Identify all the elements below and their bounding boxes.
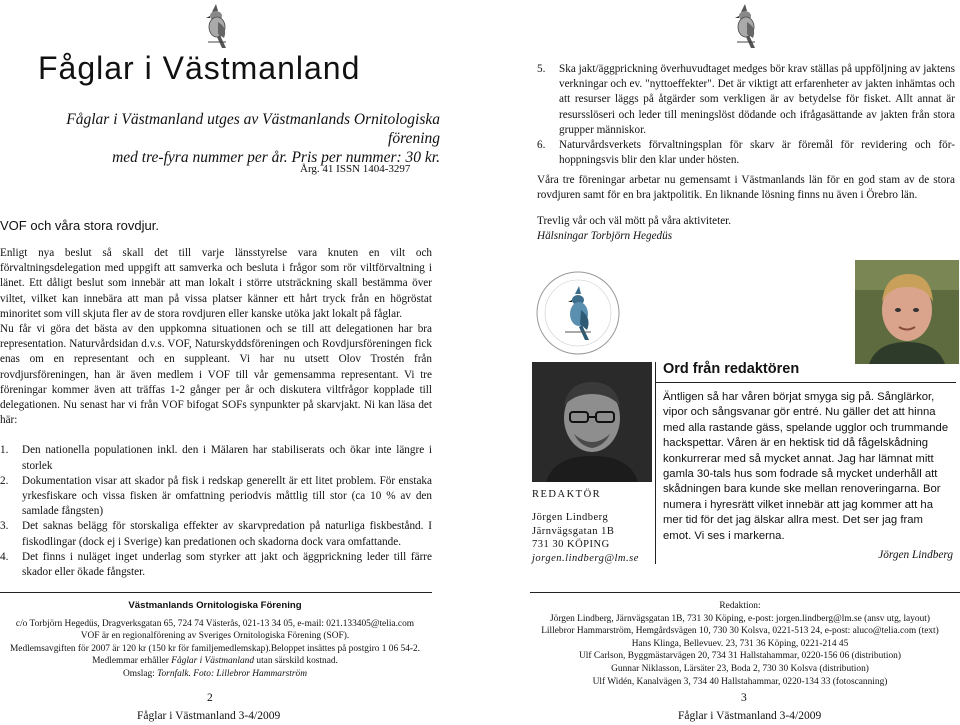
editor-name: Jörgen Lindberg <box>532 512 609 524</box>
article-paragraph: Nu får vi göra det bästa av den uppkomna situationen och se till att delegationen har bra representation. Naturvårdsidan d.v.s. VOF, Naturskyddsföreningen och Rovdjursföreningen fick enas om en representant och en suppleant. Vi har nu utsett Olov Trostén från rovdjursföreningen, han är även medlem i VOF till vår gemensamma representant. Vi tre föreningar kommer även att träffas 1-2 gånger per år och diskutera viltfrågor kopplade till delegationen. Nu senast har vi från VOF bifogat SOFs synpunkter på skarvjakt. Ni kan läsa det här: <box>0 323 432 427</box>
magazine-subtitle <box>40 110 440 167</box>
editor-city: 731 30 KÖPING <box>532 539 610 551</box>
staff-title: Redaktion: <box>719 601 761 611</box>
closing-signature: Hälsningar Torbjörn Hegedüs <box>537 230 673 243</box>
article-intro: Enligt nya beslut så skall det till varje länsstyrelse vara knuten en vilt och förvaltningsdelegation med uppgift att samverka och besluta i frågor som rör viltförvaltning i länet. Ett dåligt beslut som innebär att man lokalt i större utsträckning skall bestämma över viltet, vilket kan innebära att man på vissa platser känner ett hårt tryck från en högröstat minoritet som vill skjuta fler av de stora rovdjuren eller kanske utöka jakt lokalt på fåglar. <box>0 247 432 320</box>
closing-greeting: Trevlig vår och väl mött på våra aktiviteter. <box>537 215 732 227</box>
magazine-title: Fåglar i Västmanland <box>38 50 361 86</box>
footer-rule-right <box>530 592 960 593</box>
staff-line: Ulf Carlson, Byggmästarvägen 20, 734 31 Hallstahammar, 0220-156 06 (distribution) <box>579 651 901 662</box>
society-logo <box>535 270 621 356</box>
bird-illustration-left <box>198 2 234 50</box>
society-address: c/o Torbjörn Hegedüs, Dragverksgatan 65, 724 74 Västerås, 021-13 34 05, e-mail: 021.133405@telia.com <box>15 618 415 629</box>
staff-line: Hans Klinga, Bellevuev. 23, 731 36 Köping, 0221-214 45 <box>631 638 849 649</box>
editor-contact-box <box>532 488 652 565</box>
editor-photo <box>532 362 652 482</box>
list-item: 3. Det saknas belägg för storskaliga effekter av skarvpredation på naturliga fiskbestånd. I fiskodlingar (dock ej i Sverige) kan predationen och skadorna dock vara omfattande. <box>0 520 432 548</box>
list-item: 5. Ska jakt/äggprickning överhuvudtaget medges bör krav ställas på uppföljning av jaktens verkningar och ev. "nyttoeffekter". Det är viktigt att erfarenheter av jakten inhämtas och att resurser läggs på åtgärder som verkligen är av betydelse för fisket. Allt annat är resursslöseri och leder till meningslöst dödande och ifrågasättande av jakten från stora grupper människor. <box>537 63 955 136</box>
society-affiliation: VOF är en regionalförening av Sveriges Ornitologiska Förening (SOF). <box>80 631 350 642</box>
staff-line: Jörgen Lindberg, Järnvägsgatan 1B, 731 30 Köping, e-post: jorgen.lindberg@lm.se (ansv utg, layout) <box>549 613 931 624</box>
editorial-signature: Jörgen Lindberg <box>878 549 953 562</box>
membership-fee: Medlemsavgiften för 2007 är 120 kr (150 kr för familjemedlemskap).Beloppet insättes på postgiro 1 06 54-2. <box>9 643 421 654</box>
subtitle-line-2: med tre-fyra nummer per år. Pris per nummer: 30 kr. <box>112 149 440 166</box>
editorial-text: Äntligen så har våren börjat smyga sig på. Sånglärkor, vipor och sångsvanar gör entré. Nu gäller det att hinna med alla rastande gäss, spelande ugglor och trummande hackspettar. Våren är en hektisk tid då fågelskådning konkurrerar med så mycket annat. Jag har lämnat mitt gamla 30-tals hus som fodrade så mycket underhåll att skådningen bara kunde ske mellan renoveringarna. Bor numera i hyresrätt vilket innebär att jag kommer att ha mer tid för det jag älskar allra mest. Det ser jag fram emot. Vi ses i markerna. <box>663 391 949 542</box>
list-item: 4. Det finns i nuläget inget underlag som styrker att jakt och äggprickning leder till färre skador eller ökade fångster. <box>0 550 432 579</box>
editorial-staff <box>520 600 960 688</box>
staff-line: Ulf Widén, Kanalvägen 3, 734 40 Hallstahammar, 0220-134 33 (fotoscanning) <box>592 676 888 687</box>
staff-line: Lillebror Hammarström, Hemgårdsvägen 10, 730 30 Kolsva, 0221-513 24, e-post: aluco@telia.com (text) <box>541 626 939 637</box>
article-closing <box>537 214 955 244</box>
numbered-list-right <box>537 62 955 168</box>
column-divider <box>655 362 656 564</box>
society-name: Västmanlands Ornitologiska Förening <box>128 600 302 611</box>
article-body-left <box>0 246 432 580</box>
cover-credit: Omslag: Tornfalk. Foto: Lillebror Hammarström <box>123 668 307 679</box>
editor-label: REDAKTÖR <box>532 489 602 500</box>
list-item: 1. Den nationella populationen inkl. den i Mälaren har stabiliserats och ökar inte längre i storlek <box>0 444 432 472</box>
list-item: 6. Naturvårdsverkets förvaltningsplan för skarv är föremål för revidering och för-hoppningsvis blir den klar under hösten. <box>537 139 955 167</box>
numbered-list-left <box>0 443 432 580</box>
editorial-body <box>663 390 953 563</box>
society-info <box>0 600 430 681</box>
page-footer-left: Fåglar i Västmanland 3-4/2009 <box>137 710 281 722</box>
list-item: 2. Dokumentation visar att skador på fisk i redskap generellt är ett litet problem. För enstaka yrkesfiskare och vissa fisken är omfattning periodvis måttlig till stor (ca 10 % av den samlade fångsten) <box>0 474 432 518</box>
article-heading: VOF och våra stora rovdjur. <box>0 218 159 233</box>
issn-line: Årg. 41 ISSN 1404-3297 <box>300 163 411 175</box>
member-note: Medlemmar erhåller Fåglar i Västmanland utan särskild kostnad. <box>92 656 338 667</box>
subtitle-line-1: Fåglar i Västmanland utges av Västmanlands Ornitologiska förening <box>66 111 440 147</box>
bird-illustration-right <box>727 2 763 50</box>
editor-street: Järnvägsgatan 1B <box>532 525 615 537</box>
editorial-heading: Ord från redaktören <box>663 361 800 377</box>
editor-email: jorgen.lindberg@lm.se <box>532 552 639 564</box>
footer-rule-left <box>0 592 432 593</box>
article-paragraph-right: Våra tre föreningar arbetar nu gemensamt i Västmanlands län för en god stam av de stora rovdjuren samt för en bra jaktpolitik. En liknande lösning finns nu även i Örebro län. <box>537 174 955 202</box>
editorial-heading-rule <box>656 382 956 383</box>
page-number-right: 3 <box>741 692 747 704</box>
page-number-left: 2 <box>207 692 213 704</box>
chairman-photo <box>855 260 959 364</box>
staff-line: Gunnar Niklasson, Lärsäter 23, Boda 2, 730 30 Kolsva (distribution) <box>611 663 869 674</box>
page-footer-right: Fåglar i Västmanland 3-4/2009 <box>678 710 822 722</box>
